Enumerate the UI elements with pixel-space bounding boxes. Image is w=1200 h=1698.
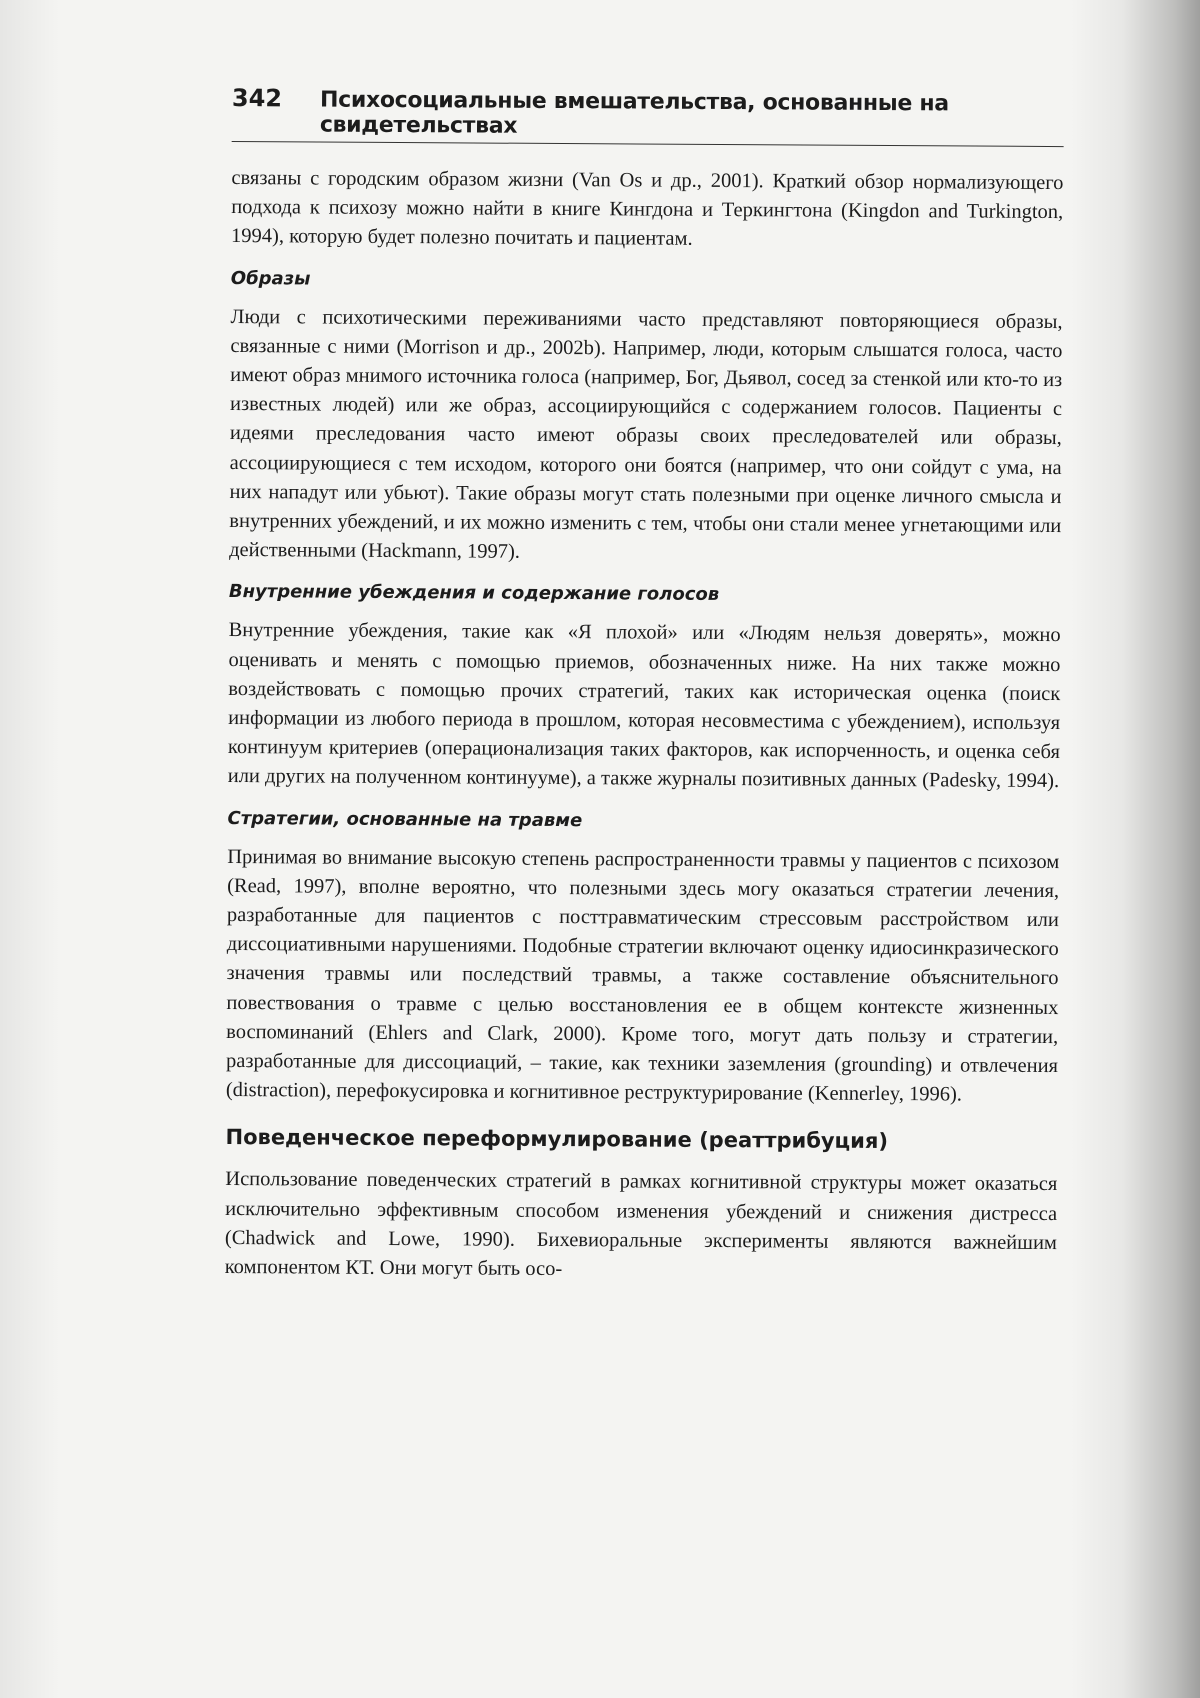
page-edge-shadow bbox=[0, 0, 60, 1698]
page-number: 342 bbox=[231, 84, 283, 113]
page-content bbox=[225, 84, 1064, 1287]
paragraph-images: Люди с психотическими переживаниями часто представляют повторяющиеся образы, связанные с ними (Morrison и др., 2002b). Например, люди, которым слышатся голоса, часто имеют образ мнимого источника голоса (например, Бог, Дьявол, сосед за стенкой или кто-то из известных людей) или же образ, ассоциирующийся с содержанием голосов. Пациенты с идеями преследования часто имеют образы своих преследователей или образы, ассоциирующиеся с тем исходом, которого они боятся (например, что они сойдут с ума, на них нападут или убьют). Такие образы могут стать полезными при оценке личного смысла и внутренних убеждений, и их можно изменить с тем, чтобы они стали менее угнетающими или действенными (Hackmann, 1997). bbox=[229, 305, 1063, 564]
paragraph-trauma-strategies: Принимая во внимание высокую степень распространенности травмы у пациентов с психозом (Read, 1997), вполне вероятно, что полезными здесь могу оказаться стратегии лечения, разработанные для пациентов с посттравматическим стрессовым расстройством или диссоциативными нарушениями. Подобные стратегии включают оценку идиосинкразического значения травмы или последствий травмы, а также составление объяснительного повествования о травме с целью восстановления ее в общем контексте жизненных воспоминаний (Ehlers and Clark, 2000). Кроме того, могут дать пользу и стратегии, разработанные для диссоциаций, – такие, как техники заземления (grounding) и отвлечения (distraction), перефокусировка и когнитивное реструктурирование (Kennerley, 1996). bbox=[225, 845, 1060, 1106]
heading-trauma-strategies: Стратегии, основанные на травме bbox=[227, 807, 583, 831]
paragraph-behavioural-reattribution: Использование поведенческих стратегий в рамках когнитивной структуры может оказаться исключительно эффективным способом изменения убеждений и снижения дистресса (Chadwick and Lowe, 1990). Бихевиоральные эксперименты являются важнейшим компонентом КТ. Они могут быть осо- bbox=[224, 1168, 1058, 1281]
binding-shadow bbox=[1070, 0, 1200, 1698]
running-header bbox=[232, 84, 1064, 147]
heading-core-beliefs: Внутренние убеждения и содержание голосов bbox=[228, 581, 720, 606]
heading-images: Образы bbox=[230, 267, 311, 290]
paragraph-normalizing-intro: связаны с городским образом жизни (Van Os и др., 2001). Краткий обзор нормализующего подхода к психозу можно найти в книге Кингдона и Теркингтона (Kingdon and Turkington, 1994), которую будет полезно почитать и пациентам. bbox=[231, 166, 1064, 251]
heading-behavioural-reattribution: Поведенческое переформулирование (реаттрибуция) bbox=[225, 1125, 889, 1154]
paragraph-core-beliefs: Внутренние убеждения, такие как «Я плохой» или «Людям нельзя доверять», можно оценивать и менять с помощью приемов, обозначенных ниже. На них также можно воздействовать с помощью прочих стратегий, таких как историческая оценка (поиск информации из любого периода в прошлом, которая несовместима с убеждением), используя континуум критериев (операционализация таких факторов, как испорченность, и оценка себя или других на полученном континууме), а также журналы позитивных данных (Padesky, 1994). bbox=[227, 619, 1061, 793]
running-title: Психосоциальные вмешательства, основанные на свидетельствах bbox=[319, 87, 949, 139]
